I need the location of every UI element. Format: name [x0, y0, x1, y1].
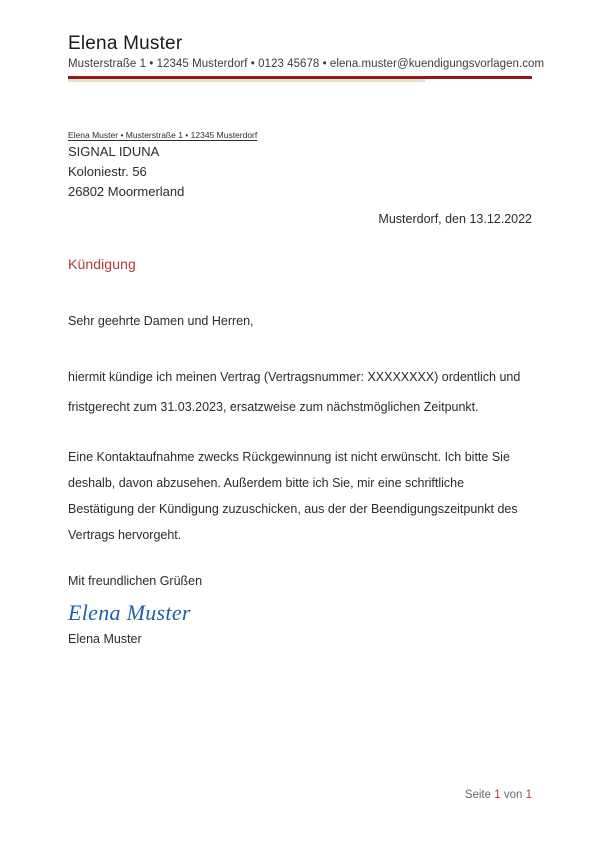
body-paragraph-1: hiermit kündige ich meinen Vertrag (Vertragsnummer: XXXXXXXX) ordentlich und fristgerecht zum 31.03.2023, ersatzweise zum nächstmöglichen Zeitpunkt.: [68, 370, 521, 414]
letterhead: [68, 33, 545, 70]
signature-typed-name: Elena Muster: [68, 632, 142, 646]
date-line: Musterdorf, den 13.12.2022: [378, 212, 532, 226]
recipient-line-company: SIGNAL IDUNA: [68, 144, 160, 159]
recipient-address-block: [68, 142, 184, 202]
body-paragraph-2: Eine Kontaktaufnahme zwecks Rückgewinnung ist nicht erwünscht. Ich bitte Sie deshalb, davon abzusehen. Außerdem bitte ich Sie, mir eine schriftliche Bestätigung der Kündigung zuzuschicken, aus der der Beendigungszeitpunkt des Vertrags hervorgeht.: [68, 450, 518, 542]
recipient-line-city: 26802 Moormerland: [68, 184, 185, 199]
sender-name: Elena Muster: [68, 33, 183, 54]
footer-label-of: von: [503, 789, 523, 801]
recipient-line-street: Koloniestr. 56: [68, 164, 147, 179]
subject-line: Kündigung: [68, 256, 136, 272]
signature-script: Elena Muster: [68, 600, 191, 625]
divider-secondary-bar: [68, 79, 425, 82]
return-address-line: Elena Muster • Musterstraße 1 • 12345 Musterdorf: [68, 130, 258, 140]
footer-label-page: Seite: [464, 789, 492, 801]
footer-total-pages: 1: [525, 789, 532, 801]
sender-contact-line: Musterstraße 1 • 12345 Musterdorf • 0123 45678 • elena.muster@kuendigungsvorlagen.com: [68, 57, 545, 70]
letter-body: [68, 310, 532, 649]
letterhead-divider: [68, 76, 532, 84]
footer-current-page: 1: [494, 789, 501, 801]
salutation: Sehr geehrte Damen und Herren,: [68, 314, 254, 328]
closing-line: Mit freundlichen Grüßen: [68, 574, 203, 588]
page-footer: [465, 789, 532, 801]
